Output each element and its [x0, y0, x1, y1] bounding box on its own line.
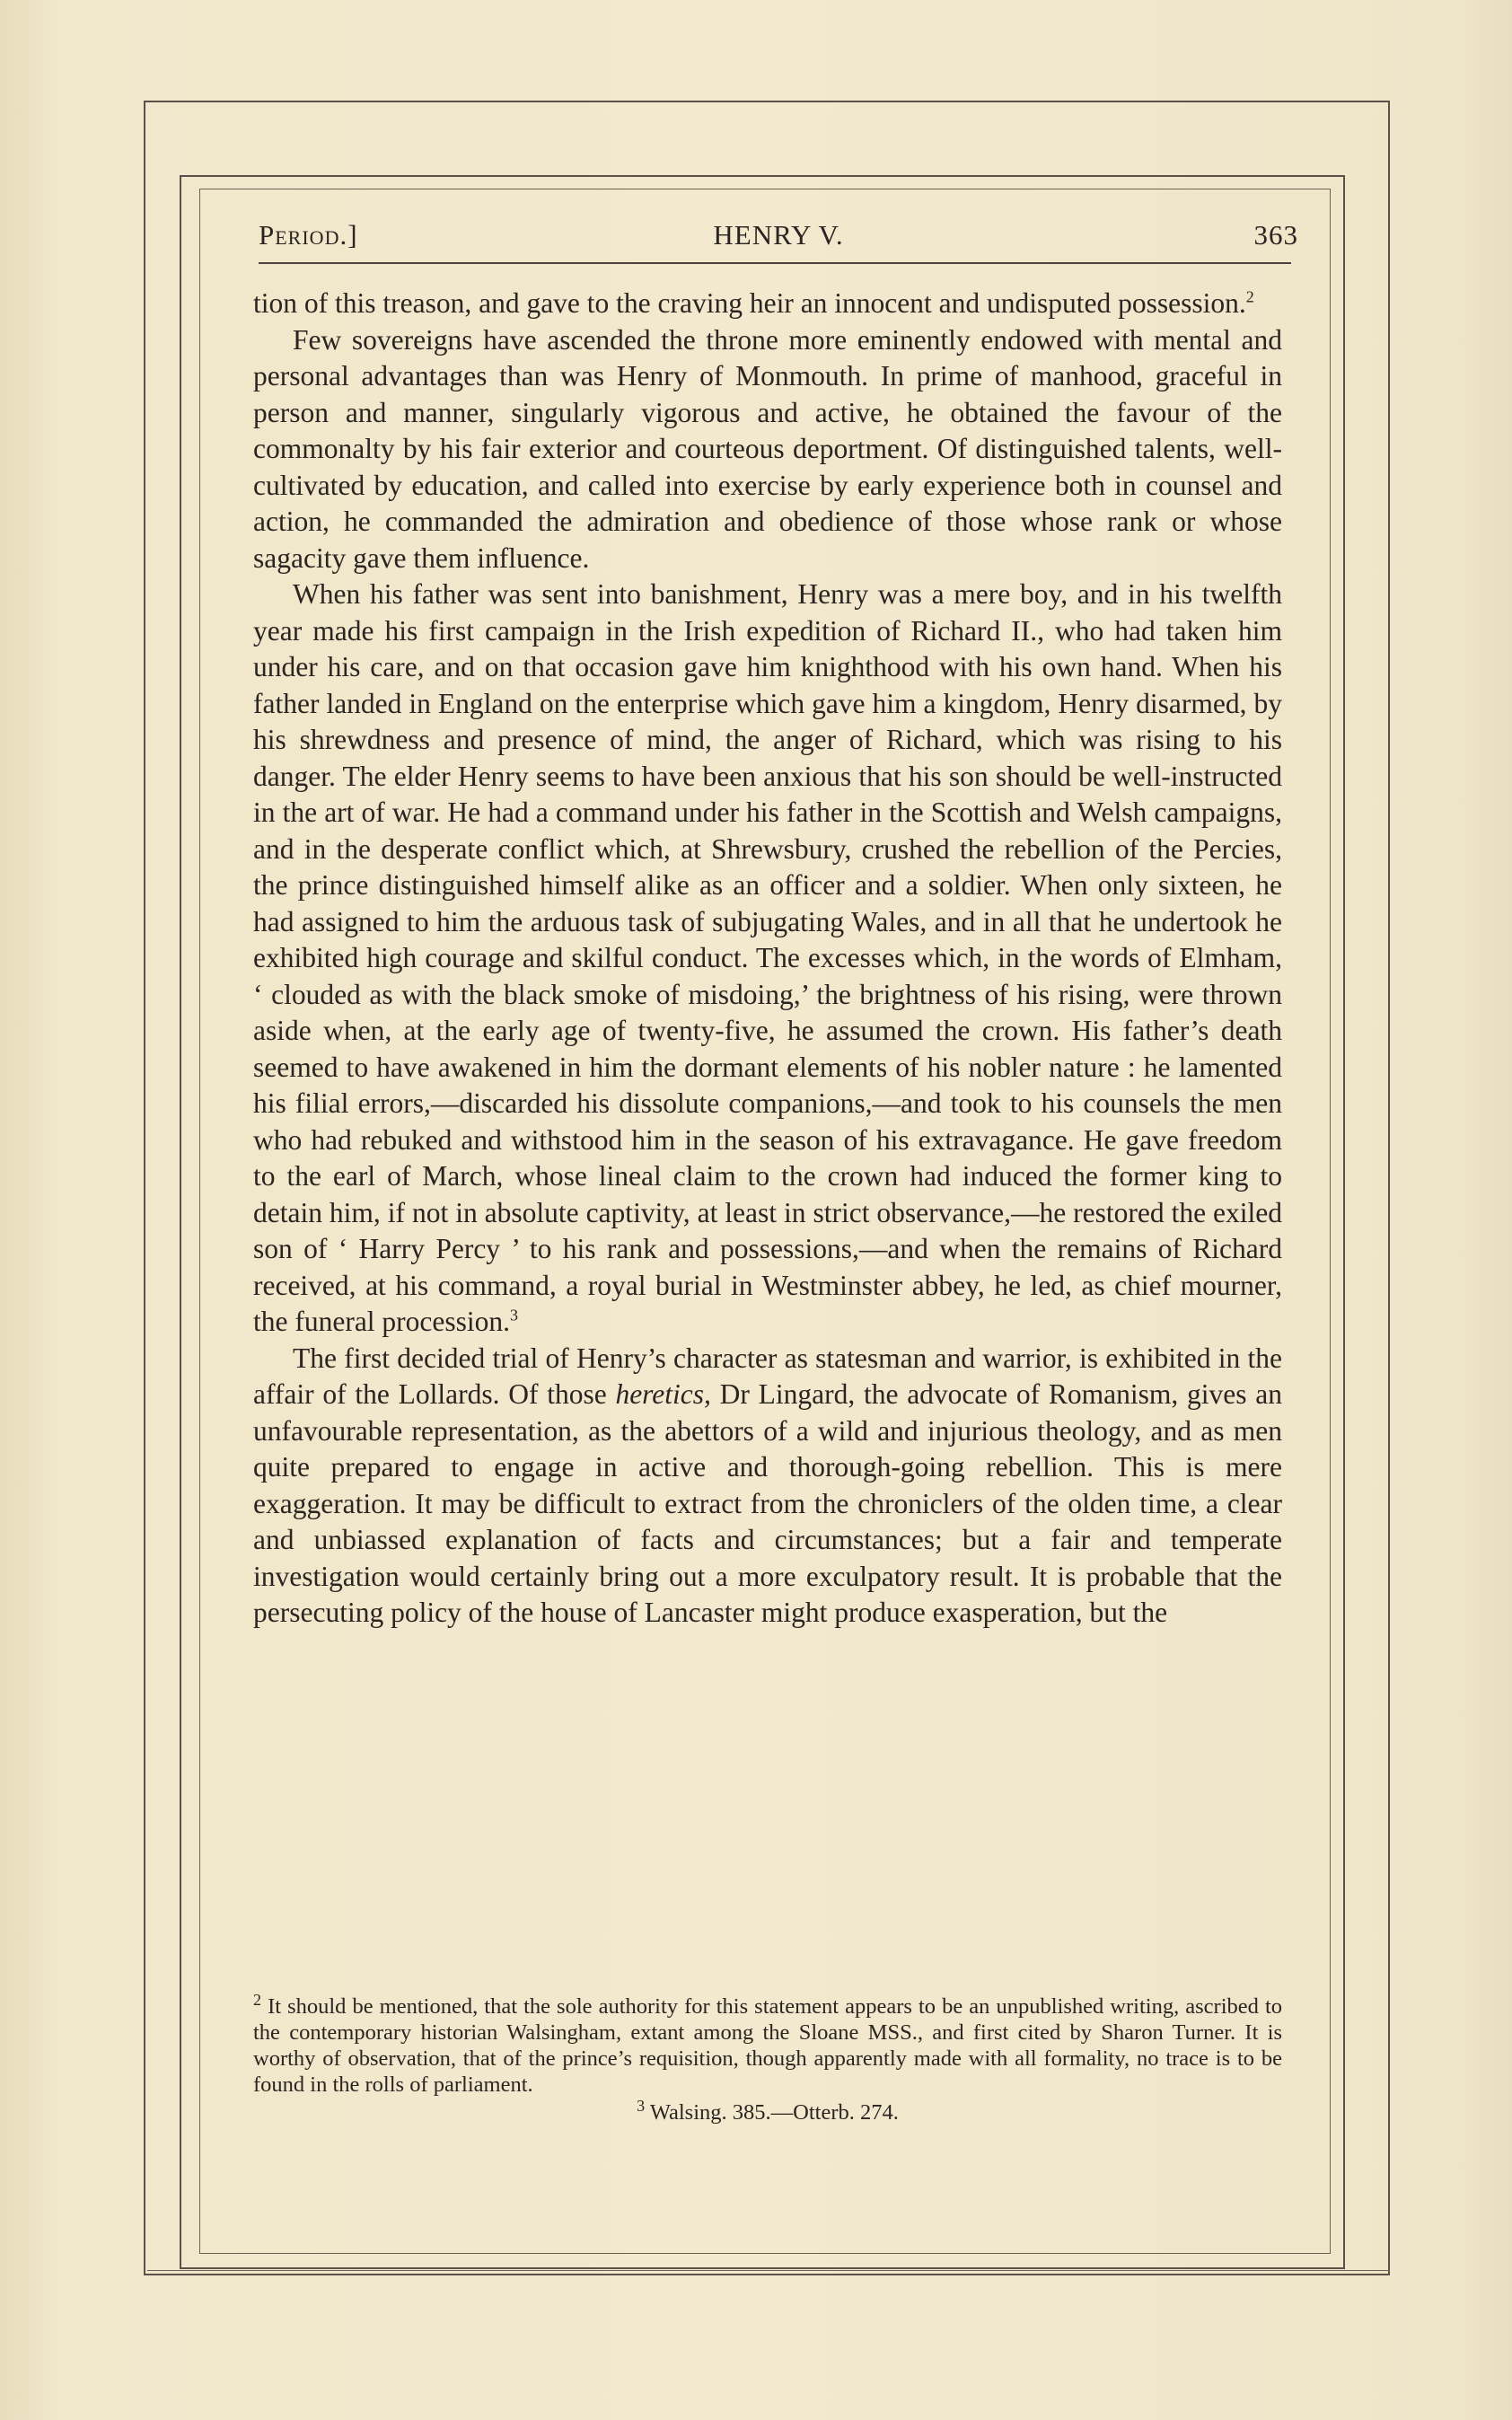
footnote-ref-2: 2 [1245, 287, 1254, 306]
paragraph-2 [253, 322, 1282, 577]
paragraph-4 [253, 1341, 1282, 1632]
paragraph-1-text: tion of this treason, and gave to the craving heir an innocent and undisputed possession. [253, 287, 1246, 319]
footnote-ref-3: 3 [510, 1306, 519, 1324]
outer-border-shadow-line [147, 2270, 1390, 2271]
header-rule [259, 262, 1291, 264]
paragraph-4-italic: heretics, [615, 1378, 711, 1410]
paragraph-3 [253, 576, 1282, 1341]
body-text [253, 286, 1282, 1632]
footnote-3-mark: 3 [637, 2096, 646, 2115]
header-title: HENRY V. [713, 219, 844, 251]
footnote-2-mark: 2 [253, 1990, 261, 2009]
paragraph-4-text-b: Dr Lingard, the advocate of Romanism, gives an unfavourable representation, as the abettors of a wild and injurious theology, and as men quite prepared to engage in active and thorough-going rebellion. This is mere exaggeration. It may be difficult to extract from the chroniclers of the olden time, a clear and unbiassed explanation of facts and circumstances; but a fair and temperate investigation would certainly bring out a more exculpatory result. It is probable that the persecuting policy of the house of Lancaster might produce exasperation, but the [253, 1378, 1282, 1628]
paragraph-1 [253, 286, 1282, 322]
footnote-2-text: It should be mentioned, that the sole authority for this statement appears to be an unpublished writing, ascribed to the contemporary historian Walsingham, extant among the Sloane MSS., and first cited by Sharon Turner. It is worthy of observation, that of the prince’s requisition, though apparently made with all formality, no trace is to be found in the rolls of parliament. [253, 1994, 1282, 2097]
footnotes [253, 1990, 1282, 2125]
footnote-2 [253, 1990, 1282, 2098]
paragraph-4-text-a: The first decided trial of Henry’s character as statesman and warrior, is exhibited in the affair of the Lollards. Of those [253, 1342, 1282, 1410]
footnote-3-text: Walsing. 385.—Otterb. 274. [649, 2100, 899, 2125]
page-number: 363 [1253, 219, 1298, 251]
footnote-3 [253, 2096, 1282, 2125]
paragraph-2-text: Few sovereigns have ascended the throne more eminently endowed with mental and personal advantages than was Henry of Monmouth. In prime of manhood, graceful in person and manner, singularly vigorous and active, he obtained the favour of the commonalty by his fair exterior and courteous deportment. Of distinguished talents, well-cultivated by education, and called into exercise by early experience both in counsel and action, he commanded the admiration and obedience of those whose rank or whose sagacity gave them influence. [253, 323, 1282, 574]
running-header [259, 219, 1298, 259]
paragraph-3-text: When his father was sent into banishment, Henry was a mere boy, and in his twelfth year made his first campaign in the Irish expedition of Richard II., who had taken him under his care, and on that occasion gave him knighthood with his own hand. When his father landed in England on the enterprise which gave him a kingdom, Henry disarmed, by his shrewdness and presence of mind, the anger of Richard, which was rising to his danger. The elder Henry seems to have been anxious that his son should be well-instructed in the art of war. He had a command under his father in the Scottish and Welsh campaigns, and in the desperate conflict which, at Shrewsbury, crushed the rebellion of the Percies, the prince distinguished himself alike as an officer and a soldier. When only sixteen, he had assigned to him the arduous task of subjugating Wales, and in all that he undertook he exhibited high courage and skilful conduct. The excesses which, in the words of Elmham, ‘ clouded as with the black smoke of misdoing,’ the brightness of his rising, were thrown aside when, at the early age of twenty-five, he assumed the crown. His father’s death seemed to have awakened in him the dormant elements of his nobler nature : he lamented his filial errors,—discarded his dissolute companions,—and took to his counsels the men who had rebuked and withstood him in the season of his extravagance. He gave freedom to the earl of March, whose lineal claim to the crown had induced the former king to detain him, if not in absolute captivity, at least in strict observance,—he restored the exiled son of ‘ Harry Percy ’ to his rank and possessions,—and when the remains of Richard received, at his command, a royal burial in Westminster abbey, he led, as chief mourner, the funeral procession. [253, 578, 1282, 1337]
header-section-label: Period.] [259, 219, 358, 251]
